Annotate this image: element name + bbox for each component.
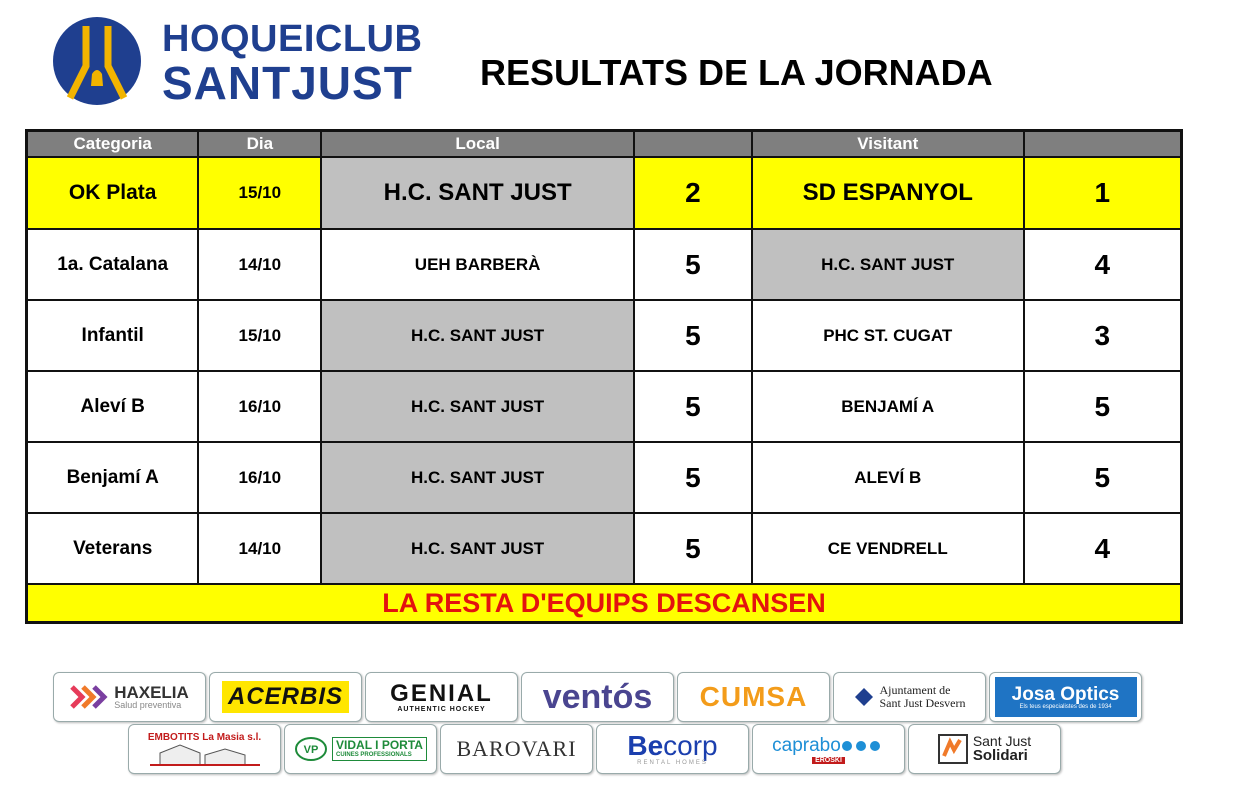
row-local-score: 5	[634, 513, 752, 584]
sponsor-vidal-i-porta	[284, 724, 437, 774]
row-visitor-score: 3	[1024, 300, 1182, 371]
row-category: Benjamí A	[27, 442, 199, 513]
table-row	[27, 229, 1182, 300]
row-visitor-score: 5	[1024, 442, 1182, 513]
solidari-line1: Sant Just	[972, 732, 1032, 749]
club-logo	[52, 16, 423, 109]
ajuntament-line1: Ajuntament de	[879, 682, 951, 697]
vidal-tagline: CUINES PROFESSIONALS	[336, 752, 412, 759]
page-title: RESULTATS DE LA JORNADA	[480, 52, 993, 93]
sponsor-becorp	[596, 724, 749, 774]
row-category: OK Plata	[27, 157, 199, 229]
sponsor-ventos	[521, 672, 674, 722]
row-day: 14/10	[198, 229, 321, 300]
row-visitor-team: ALEVÍ B	[752, 442, 1024, 513]
row-day: 15/10	[198, 300, 321, 371]
eroski-name: EROSKI	[812, 757, 845, 764]
row-category: Aleví B	[27, 371, 199, 442]
row-local-score: 5	[634, 300, 752, 371]
row-category: Veterans	[27, 513, 199, 584]
sponsor-sant-just-solidari	[908, 724, 1061, 774]
sponsor-cumsa	[677, 672, 830, 722]
haxelia-tagline: Salud preventiva	[114, 700, 182, 710]
sponsor-haxelia	[53, 672, 206, 722]
josa-name: Josa Optics	[1011, 683, 1120, 705]
row-local-score: 5	[634, 371, 752, 442]
row-visitor-team: SD ESPANYOL	[752, 157, 1024, 229]
sponsor-ajuntament	[833, 672, 986, 722]
sponsor-josa-optics	[989, 672, 1142, 722]
header-local: Local	[321, 131, 634, 158]
row-day: 14/10	[198, 513, 321, 584]
row-local-score: 5	[634, 229, 752, 300]
row-visitor-team: CE VENDRELL	[752, 513, 1024, 584]
svg-text:VP: VP	[303, 744, 319, 756]
sponsor-caprabo	[752, 724, 905, 774]
genial-tagline: AUTHENTIC HOCKEY	[397, 705, 486, 713]
sponsor-genial	[365, 672, 518, 722]
row-visitor-score: 4	[1024, 229, 1182, 300]
solidari-hands-icon	[938, 734, 968, 764]
table-row-featured	[27, 157, 1182, 229]
rest-notice: LA RESTA D'EQUIPS DESCANSEN	[27, 584, 1182, 623]
footer-row	[27, 584, 1182, 623]
acerbis-name: ACERBIS	[222, 681, 349, 713]
table-row	[27, 371, 1182, 442]
header-day: Dia	[198, 131, 321, 158]
club-name-line2: SANTJUST	[162, 57, 413, 109]
row-day: 16/10	[198, 442, 321, 513]
row-day: 15/10	[198, 157, 321, 229]
row-visitor-score: 1	[1024, 157, 1182, 229]
row-local-team: H.C. SANT JUST	[321, 513, 634, 584]
vp-circle-icon	[294, 736, 328, 762]
row-local-team: H.C. SANT JUST	[321, 442, 634, 513]
row-day: 16/10	[198, 371, 321, 442]
header-local-score	[634, 131, 752, 158]
row-category: 1a. Catalana	[27, 229, 199, 300]
barovari-name: BAROVARI	[456, 736, 577, 761]
caprabo-name: caprabo	[772, 734, 841, 756]
sponsor-la-masia	[128, 724, 281, 774]
sponsor-barovari	[440, 724, 593, 774]
haxelia-arrows-icon	[70, 684, 110, 710]
table-row	[27, 442, 1182, 513]
becorp-tagline: RENTAL HOMES	[637, 760, 708, 766]
table-row	[27, 513, 1182, 584]
row-visitor-score: 5	[1024, 371, 1182, 442]
row-local-score: 5	[634, 442, 752, 513]
ajuntament-diamond-icon	[854, 687, 874, 707]
header-visitor-score	[1024, 131, 1182, 158]
genial-name: GENIAL	[390, 679, 493, 707]
row-local-team: UEH BARBERÀ	[321, 229, 634, 300]
row-local-score: 2	[634, 157, 752, 229]
row-local-team: H.C. SANT JUST	[321, 371, 634, 442]
row-local-team: H.C. SANT JUST	[321, 300, 634, 371]
row-visitor-score: 4	[1024, 513, 1182, 584]
josa-tagline: Els teus especialistes des de 1934	[1019, 703, 1112, 710]
sponsor-acerbis	[209, 672, 362, 722]
row-visitor-team: H.C. SANT JUST	[752, 229, 1024, 300]
row-local-team: H.C. SANT JUST	[321, 157, 634, 229]
table-row	[27, 300, 1182, 371]
row-visitor-team: BENJAMÍ A	[752, 371, 1024, 442]
lamasia-name: EMBOTITS La Masia s.l.	[147, 731, 262, 743]
results-table	[25, 129, 1183, 624]
table-header-row	[27, 131, 1182, 158]
becorp-name-be: Be	[627, 730, 664, 761]
ventos-name: ventós	[542, 677, 653, 716]
caprabo-dots-icon	[841, 740, 885, 752]
sponsor-strip	[0, 668, 1240, 806]
solidari-line2: Solidari	[972, 747, 1028, 765]
club-crest-icon	[52, 16, 142, 106]
row-visitor-team: PHC ST. CUGAT	[752, 300, 1024, 371]
header-category: Categoria	[27, 131, 199, 158]
becorp-name-corp: corp	[663, 730, 718, 761]
cumsa-name: CUMSA	[699, 681, 808, 712]
ajuntament-line2: Sant Just Desvern	[879, 696, 966, 710]
club-name-line1: HOQUEICLUB	[162, 18, 423, 60]
farmhouse-icon	[150, 743, 260, 767]
vidal-name: VIDAL I PORTA	[336, 738, 423, 753]
header-visitor: Visitant	[752, 131, 1024, 158]
haxelia-name: HAXELIA	[114, 683, 189, 702]
row-category: Infantil	[27, 300, 199, 371]
